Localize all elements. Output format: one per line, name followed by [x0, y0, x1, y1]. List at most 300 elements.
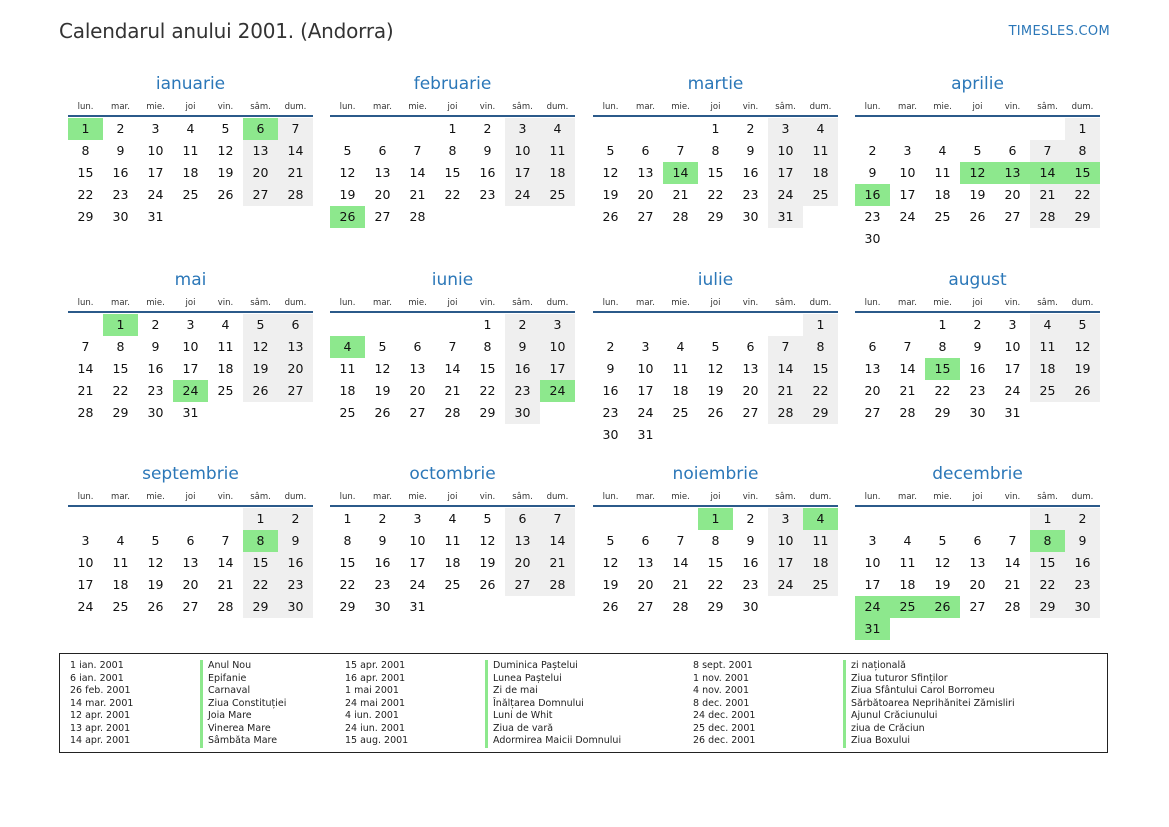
day-cell: 23: [505, 380, 540, 402]
empty-cell: [593, 508, 628, 530]
empty-cell: [960, 118, 995, 140]
day-cell: 10: [409, 533, 426, 548]
day-cell: 7: [903, 339, 912, 354]
day-cell: 5: [1065, 314, 1100, 336]
day-cell: 23: [742, 577, 759, 592]
weekday-label: lun.: [864, 102, 881, 112]
day-cell: 9: [151, 339, 160, 354]
weekday-label: dum.: [1071, 102, 1094, 112]
holiday-day-cell: 25: [890, 596, 925, 618]
day-cell: 25: [540, 184, 575, 206]
day-cell: 18: [217, 361, 234, 376]
day-cell: 26: [707, 405, 724, 420]
weekday-label: mar.: [636, 102, 655, 112]
day-cell: 18: [444, 555, 461, 570]
legend-holiday-name: Ziua tuturor Sfinților: [843, 673, 1015, 686]
legend-date: 14 mar. 2001: [70, 697, 134, 709]
month-name: septembrie: [142, 464, 239, 484]
day-cell: 3: [1008, 317, 1017, 332]
weekday-header: [330, 489, 575, 505]
empty-cell: [890, 508, 925, 530]
weekday-label: sâm.: [775, 102, 796, 112]
day-cell: 12: [602, 165, 619, 180]
month-name: iunie: [431, 270, 474, 290]
day-cell: 27: [409, 405, 426, 420]
empty-cell: [925, 508, 960, 530]
day-cell: 13: [969, 555, 986, 570]
day-cell: 16: [147, 361, 164, 376]
day-cell: 16: [602, 383, 619, 398]
weekday-label: joi: [710, 298, 721, 308]
empty-cell: [330, 118, 365, 140]
day-cell: 19: [1065, 358, 1100, 380]
month-name: aprilie: [951, 74, 1004, 94]
day-cell: 29: [77, 209, 94, 224]
weekday-label: mie.: [408, 102, 427, 112]
day-cell: 7: [676, 143, 685, 158]
weekday-header: [855, 99, 1100, 115]
legend-holiday-name: Ziua de vară: [485, 723, 621, 736]
weekday-header: [68, 99, 313, 115]
day-cell: 10: [1004, 339, 1021, 354]
holiday-day-cell: 14: [663, 162, 698, 184]
weekday-label: lun.: [77, 492, 94, 502]
day-cell: 22: [77, 187, 94, 202]
day-cell: 30: [742, 209, 759, 224]
legend-holiday-name: Ziua Constituției: [200, 698, 286, 711]
day-cell: 12: [602, 555, 619, 570]
day-cell: 9: [746, 143, 755, 158]
day-grid: [855, 314, 1100, 424]
day-cell: 24: [505, 184, 540, 206]
day-cell: 11: [112, 555, 129, 570]
day-cell: 4: [540, 118, 575, 140]
day-cell: 24: [77, 599, 94, 614]
weekday-header: [593, 99, 838, 115]
empty-cell: [855, 118, 890, 140]
day-cell: 7: [81, 339, 90, 354]
weekday-header: [855, 489, 1100, 505]
day-cell: 21: [409, 187, 426, 202]
divider: [330, 115, 575, 117]
day-cell: 6: [278, 314, 313, 336]
day-cell: 28: [77, 405, 94, 420]
weekday-label: vin.: [1004, 102, 1021, 112]
weekday-label: mie.: [671, 102, 690, 112]
legend-date: 15 aug. 2001: [345, 735, 409, 746]
legend-holiday-name: Duminica Paștelui: [485, 660, 621, 673]
day-cell: 13: [505, 530, 540, 552]
weekday-label: dum.: [546, 492, 569, 502]
legend-holiday-name: Ziua Boxului: [843, 735, 1015, 748]
empty-cell: [330, 314, 365, 336]
weekday-label: joi: [710, 102, 721, 112]
legend-date: 4 iun. 2001: [345, 710, 399, 721]
day-cell: 2: [116, 121, 125, 136]
day-cell: 18: [899, 577, 916, 592]
day-cell: 11: [217, 339, 234, 354]
day-cell: 21: [672, 187, 689, 202]
day-grid: [330, 314, 575, 424]
day-cell: 19: [969, 187, 986, 202]
weekday-header: [330, 295, 575, 311]
day-cell: 4: [186, 121, 195, 136]
day-cell: 29: [339, 599, 356, 614]
empty-cell: [698, 314, 733, 336]
day-grid: [68, 314, 313, 424]
day-cell: 6: [378, 143, 387, 158]
weekday-label: joi: [185, 492, 196, 502]
day-cell: 11: [803, 530, 838, 552]
divider: [593, 311, 838, 313]
day-cell: 20: [742, 383, 759, 398]
weekday-label: lun.: [864, 492, 881, 502]
day-cell: 19: [707, 383, 724, 398]
weekday-label: vin.: [479, 492, 496, 502]
weekday-label: mie.: [933, 492, 952, 502]
day-cell: 19: [339, 187, 356, 202]
day-cell: 19: [602, 577, 619, 592]
day-cell: 20: [243, 162, 278, 184]
day-cell: 18: [339, 383, 356, 398]
day-cell: 3: [641, 339, 650, 354]
day-cell: 7: [1030, 140, 1065, 162]
legend-holiday-name: Înălțarea Domnului: [485, 698, 621, 711]
day-cell: 11: [899, 555, 916, 570]
day-cell: 27: [243, 184, 278, 206]
holiday-legend: [59, 653, 1108, 753]
day-cell: 14: [672, 555, 689, 570]
day-cell: 14: [217, 555, 234, 570]
day-cell: 26: [217, 187, 234, 202]
day-cell: 16: [374, 555, 391, 570]
day-cell: 27: [505, 574, 540, 596]
day-cell: 1: [1065, 118, 1100, 140]
day-cell: 1: [243, 508, 278, 530]
day-cell: 5: [711, 339, 720, 354]
day-cell: 9: [1065, 530, 1100, 552]
day-cell: 29: [707, 599, 724, 614]
legend-date: 25 dec. 2001: [693, 722, 756, 734]
day-cell: 21: [768, 380, 803, 402]
day-cell: 20: [505, 552, 540, 574]
day-cell: 2: [746, 121, 755, 136]
day-cell: 29: [803, 402, 838, 424]
day-cell: 27: [969, 599, 986, 614]
empty-cell: [435, 314, 470, 336]
weekday-label: sâm.: [250, 492, 271, 502]
legend-holiday-name: Sâmbăta Mare: [200, 735, 286, 748]
day-cell: 4: [1030, 314, 1065, 336]
day-cell: 7: [676, 533, 685, 548]
day-cell: 17: [1004, 361, 1021, 376]
day-cell: 14: [444, 361, 461, 376]
weekday-label: mie.: [933, 102, 952, 112]
day-cell: 25: [672, 405, 689, 420]
page-title: Calendarul anului 2001. (Andorra): [59, 19, 394, 43]
day-cell: 11: [182, 143, 199, 158]
empty-cell: [173, 508, 208, 530]
weekday-label: vin.: [479, 298, 496, 308]
legend-date-column: [693, 660, 755, 748]
day-cell: 11: [540, 140, 575, 162]
empty-cell: [855, 314, 890, 336]
day-cell: 20: [637, 577, 654, 592]
day-cell: 4: [116, 533, 125, 548]
day-cell: 31: [768, 206, 803, 228]
day-cell: 27: [637, 209, 654, 224]
day-cell: 19: [217, 165, 234, 180]
legend-holiday-name: Vinerea Mare: [200, 723, 286, 736]
day-cell: 13: [243, 140, 278, 162]
day-cell: 19: [602, 187, 619, 202]
weekday-label: vin.: [217, 102, 234, 112]
day-cell: 31: [1004, 405, 1021, 420]
weekday-label: sâm.: [775, 298, 796, 308]
day-cell: 5: [221, 121, 230, 136]
day-cell: 18: [934, 187, 951, 202]
month-septembrie: [68, 463, 313, 618]
day-cell: 6: [413, 339, 422, 354]
day-cell: 17: [147, 165, 164, 180]
day-cell: 9: [378, 533, 387, 548]
weekday-label: sâm.: [775, 492, 796, 502]
day-cell: 3: [186, 317, 195, 332]
brand-link[interactable]: TIMESLES.COM: [1008, 24, 1110, 39]
day-cell: 12: [479, 533, 496, 548]
day-cell: 4: [448, 511, 457, 526]
day-cell: 11: [444, 533, 461, 548]
weekday-label: joi: [972, 298, 983, 308]
day-cell: 8: [711, 533, 720, 548]
day-cell: 14: [899, 361, 916, 376]
empty-cell: [138, 508, 173, 530]
day-cell: 28: [409, 209, 426, 224]
weekday-label: dum.: [809, 298, 832, 308]
empty-cell: [628, 314, 663, 336]
day-cell: 30: [864, 231, 881, 246]
month-name: ianuarie: [155, 74, 226, 94]
legend-name-column: [485, 660, 621, 748]
empty-cell: [733, 314, 768, 336]
day-cell: 24: [147, 187, 164, 202]
day-cell: 9: [746, 533, 755, 548]
day-cell: 26: [602, 599, 619, 614]
weekday-label: dum.: [1071, 492, 1094, 502]
day-cell: 4: [803, 118, 838, 140]
day-cell: 22: [707, 577, 724, 592]
day-cell: 28: [444, 405, 461, 420]
day-cell: 7: [278, 118, 313, 140]
day-cell: 2: [151, 317, 160, 332]
weekday-label: mar.: [898, 298, 917, 308]
holiday-day-cell: 1: [698, 508, 733, 530]
month-ianuarie: [68, 73, 313, 228]
day-cell: 23: [112, 187, 129, 202]
day-cell: 15: [1030, 552, 1065, 574]
empty-cell: [628, 118, 663, 140]
legend-date: 24 dec. 2001: [693, 710, 756, 721]
month-aprilie: [855, 73, 1100, 250]
day-cell: 16: [505, 358, 540, 380]
day-cell: 23: [479, 187, 496, 202]
day-cell: 10: [768, 530, 803, 552]
day-cell: 28: [1004, 599, 1021, 614]
month-name: decembrie: [932, 464, 1023, 484]
month-noiembrie: [593, 463, 838, 618]
day-cell: 14: [768, 358, 803, 380]
day-cell: 22: [444, 187, 461, 202]
day-cell: 25: [803, 574, 838, 596]
day-cell: 10: [768, 140, 803, 162]
legend-holiday-name: Sărbătoarea Neprihănitei Zămisliri: [843, 698, 1015, 711]
day-cell: 21: [1030, 184, 1065, 206]
day-cell: 27: [278, 380, 313, 402]
empty-cell: [400, 118, 435, 140]
month-octombrie: [330, 463, 575, 618]
day-cell: 30: [505, 402, 540, 424]
weekday-label: lun.: [339, 298, 356, 308]
empty-cell: [628, 508, 663, 530]
day-cell: 22: [803, 380, 838, 402]
day-cell: 13: [864, 361, 881, 376]
day-cell: 10: [182, 339, 199, 354]
day-cell: 14: [77, 361, 94, 376]
day-cell: 1: [803, 314, 838, 336]
day-cell: 25: [444, 577, 461, 592]
day-cell: 31: [147, 209, 164, 224]
day-cell: 30: [374, 599, 391, 614]
day-cell: 25: [217, 383, 234, 398]
day-grid: [68, 508, 313, 618]
day-cell: 11: [1030, 336, 1065, 358]
day-cell: 18: [540, 162, 575, 184]
day-cell: 8: [81, 143, 90, 158]
empty-cell: [925, 118, 960, 140]
day-cell: 12: [339, 165, 356, 180]
day-cell: 29: [243, 596, 278, 618]
empty-cell: [1030, 118, 1065, 140]
day-cell: 6: [868, 339, 877, 354]
day-cell: 5: [378, 339, 387, 354]
day-cell: 5: [243, 314, 278, 336]
day-cell: 13: [637, 165, 654, 180]
legend-date-column: [345, 660, 408, 748]
weekday-label: mar.: [898, 492, 917, 502]
month-name: noiembrie: [672, 464, 759, 484]
legend-date: 8 dec. 2001: [693, 697, 750, 709]
day-cell: 28: [1030, 206, 1065, 228]
day-cell: 21: [1004, 577, 1021, 592]
day-cell: 10: [899, 165, 916, 180]
holiday-day-cell: 1: [103, 314, 138, 336]
month-februarie: [330, 73, 575, 228]
day-cell: 15: [243, 552, 278, 574]
month-name: august: [948, 270, 1007, 290]
day-cell: 17: [409, 555, 426, 570]
day-cell: 21: [672, 577, 689, 592]
day-cell: 25: [934, 209, 951, 224]
day-cell: 17: [182, 361, 199, 376]
day-cell: 1: [483, 317, 492, 332]
holiday-day-cell: 8: [243, 530, 278, 552]
day-cell: 8: [1065, 140, 1100, 162]
empty-cell: [890, 118, 925, 140]
legend-date: 16 apr. 2001: [345, 672, 406, 684]
day-cell: 8: [343, 533, 352, 548]
day-cell: 23: [1065, 574, 1100, 596]
weekday-label: vin.: [742, 492, 759, 502]
weekday-label: mie.: [408, 492, 427, 502]
day-cell: 3: [903, 143, 912, 158]
weekday-label: dum.: [284, 298, 307, 308]
weekday-label: sâm.: [1037, 492, 1058, 502]
day-cell: 9: [278, 530, 313, 552]
day-cell: 16: [112, 165, 129, 180]
empty-cell: [663, 118, 698, 140]
day-grid: [593, 314, 838, 446]
weekday-label: mar.: [636, 492, 655, 502]
weekday-label: dum.: [809, 102, 832, 112]
day-cell: 30: [602, 427, 619, 442]
day-cell: 29: [1030, 596, 1065, 618]
day-cell: 5: [938, 533, 947, 548]
legend-holiday-name: Ziua Sfântului Carol Borromeu: [843, 685, 1015, 698]
legend-date: 8 sept. 2001: [693, 660, 753, 671]
day-cell: 10: [147, 143, 164, 158]
month-name: mai: [174, 270, 207, 290]
legend-date: 26 feb. 2001: [70, 685, 131, 696]
day-cell: 27: [742, 405, 759, 420]
weekday-header: [330, 99, 575, 115]
day-cell: 2: [378, 511, 387, 526]
day-cell: 2: [483, 121, 492, 136]
day-cell: 22: [707, 187, 724, 202]
day-cell: 4: [676, 339, 685, 354]
weekday-label: mie.: [933, 298, 952, 308]
day-cell: 22: [1030, 574, 1065, 596]
weekday-header: [68, 295, 313, 311]
day-cell: 24: [637, 405, 654, 420]
weekday-label: mar.: [373, 102, 392, 112]
weekday-label: mie.: [146, 492, 165, 502]
day-cell: 18: [803, 162, 838, 184]
day-cell: 8: [483, 339, 492, 354]
day-cell: 21: [540, 552, 575, 574]
weekday-label: dum.: [546, 298, 569, 308]
day-cell: 3: [151, 121, 160, 136]
empty-cell: [68, 508, 103, 530]
month-name: iulie: [697, 270, 734, 290]
day-cell: 30: [742, 599, 759, 614]
day-cell: 2: [1065, 508, 1100, 530]
divider: [330, 311, 575, 313]
day-cell: 23: [602, 405, 619, 420]
weekday-label: sâm.: [1037, 102, 1058, 112]
empty-cell: [365, 314, 400, 336]
day-cell: 6: [505, 508, 540, 530]
day-cell: 17: [768, 552, 803, 574]
divider: [330, 505, 575, 507]
day-grid: [330, 508, 575, 618]
day-cell: 22: [1065, 184, 1100, 206]
empty-cell: [663, 314, 698, 336]
holiday-day-cell: 15: [925, 358, 960, 380]
day-cell: 17: [864, 577, 881, 592]
empty-cell: [995, 508, 1030, 530]
day-cell: 26: [243, 380, 278, 402]
day-cell: 16: [1065, 552, 1100, 574]
